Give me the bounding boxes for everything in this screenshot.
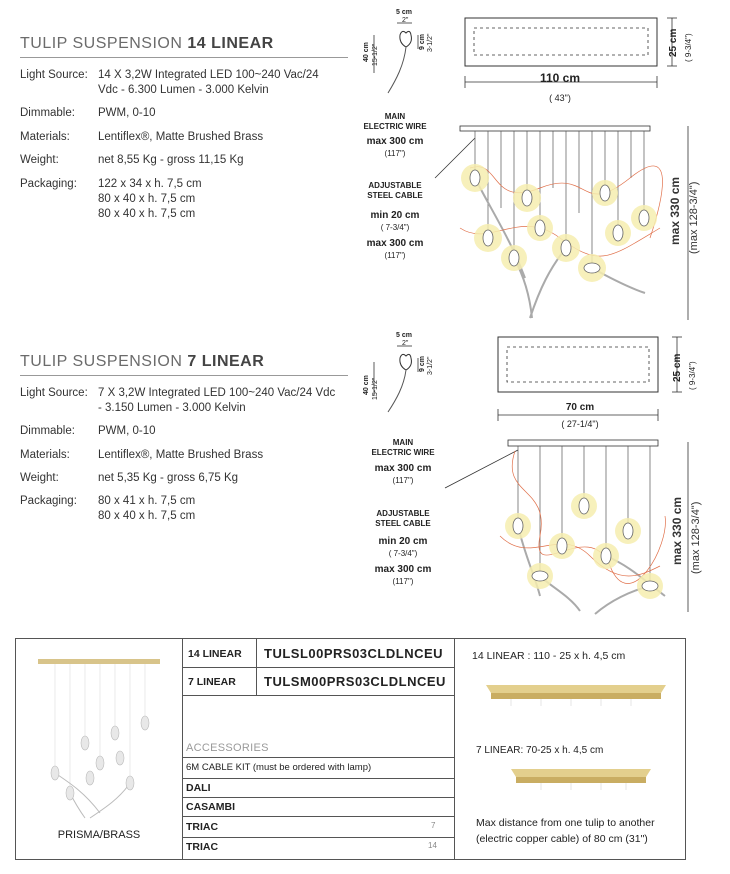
accessory-item: TRIAC — [186, 821, 219, 833]
canopy-width-in: ( 27-1/4") — [561, 419, 599, 429]
canopy-top-view-7 — [495, 335, 695, 430]
stem-length-in: 15-1/2" — [372, 377, 379, 400]
accessory-item: CASAMBI — [186, 801, 235, 813]
tulip-height-in: 3-1/2" — [427, 356, 434, 375]
canopy-depth-label: 25 cm — [672, 353, 683, 382]
title-bold: 7 LINEAR — [187, 353, 265, 370]
spec-key: Materials: — [20, 131, 70, 143]
stem-length-label: 40 cm — [363, 375, 370, 395]
spec-list — [20, 68, 360, 228]
tulip-height-label: 9 cm — [419, 356, 426, 372]
canopy-width-label: 70 cm — [565, 402, 595, 413]
steel-cable-label — [355, 181, 435, 201]
spec-list — [20, 386, 360, 526]
steel-cable-label — [363, 509, 443, 529]
tulip-width-in: 2" — [402, 17, 409, 24]
accessory-qty: 14 — [428, 841, 437, 850]
canopy-depth-in: ( 9-3/4") — [684, 33, 693, 62]
canopy-width-label: 110 cm — [539, 71, 581, 85]
title-rule — [20, 57, 348, 58]
tulip-width-label: 5 cm — [396, 9, 412, 16]
section-title — [20, 35, 274, 53]
spec-value: net 8,55 Kg - gross 11,15 Kg — [98, 154, 244, 166]
steel-min-in: ( 7-3/4") — [388, 549, 418, 558]
spec-value: 7 X 3,2W Integrated LED 100~240 Vac/24 Vdc — [98, 387, 336, 399]
spec-key: Materials: — [20, 449, 70, 461]
main-wire-label — [355, 112, 435, 132]
spec-value: Lentiflex®, Matte Brushed Brass — [98, 131, 264, 143]
canopy-width-in: ( 43") — [549, 93, 571, 103]
accessory-item: TRIAC — [186, 841, 219, 853]
spec-value: 80 x 40 x h. 7,5 cm — [98, 510, 196, 522]
total-height-label: max 330 cm — [670, 496, 684, 565]
row-divider — [182, 667, 454, 668]
accessories-heading: ACCESSORIES — [186, 742, 269, 754]
row-divider — [182, 837, 454, 838]
spec-value: 80 x 41 x h. 7,5 cm — [98, 495, 196, 507]
canopy-14-image — [481, 677, 671, 707]
tulip-width-label: 5 cm — [396, 332, 412, 339]
stem-length-label: 40 cm — [363, 42, 370, 62]
main-wire-max-in: (117") — [384, 149, 406, 158]
model-name: 7 LINEAR — [188, 676, 236, 688]
note-line: Max distance from one tulip to another — [476, 817, 655, 829]
title-rule — [20, 375, 348, 376]
accessory-item: 6M CABLE KIT (must be ordered with lamp) — [186, 762, 372, 773]
finish-label: PRISMA/BRASS — [57, 829, 141, 841]
accessory-qty: 7 — [431, 821, 436, 830]
spec-key: Light Source: — [20, 69, 88, 81]
steel-min: min 20 cm — [370, 210, 420, 221]
steel-max: max 300 cm — [374, 564, 432, 575]
canopy-7-dims: 7 LINEAR: 70-25 x h. 4,5 cm — [476, 745, 604, 756]
stem-length-in: 15-1/2" — [372, 43, 379, 66]
steel-cable-line: STEEL CABLE — [375, 519, 431, 528]
spec-key: Weight: — [20, 472, 59, 484]
spec-key: Weight: — [20, 154, 59, 166]
spec-key: Packaging: — [20, 178, 77, 190]
title-bold: 14 LINEAR — [187, 35, 274, 52]
spec-value: 14 X 3,2W Integrated LED 100~240 Vac/24 — [98, 69, 319, 81]
steel-max-in: (117") — [392, 577, 414, 586]
main-wire-line: MAIN — [384, 112, 406, 121]
steel-max: max 300 cm — [366, 238, 424, 249]
tulip-height-in: 3-1/2" — [427, 33, 434, 52]
steel-min: min 20 cm — [378, 536, 428, 547]
row-divider — [182, 816, 454, 817]
title-light: TULIP SUSPENSION — [20, 35, 183, 52]
spec-key: Dimmable: — [20, 425, 75, 437]
column-divider — [454, 639, 455, 859]
row-divider — [182, 797, 454, 798]
canopy-7-image — [506, 761, 656, 791]
spec-value: Lentiflex®, Matte Brushed Brass — [98, 449, 264, 461]
spec-value: PWM, 0-10 — [98, 107, 156, 119]
product-table — [15, 638, 686, 860]
product-code: TULSM00PRS03CLDLNCEU — [264, 674, 446, 689]
canopy-depth-label: 25 cm — [668, 28, 679, 57]
main-wire-line: MAIN — [392, 438, 414, 447]
tulip-width-in: 2" — [402, 340, 409, 347]
steel-cable-line: ADJUSTABLE — [368, 181, 422, 190]
spec-value: net 5,35 Kg - gross 6,75 Kg — [98, 472, 239, 484]
main-wire-max: max 300 cm — [374, 463, 432, 474]
main-wire-line: ELECTRIC WIRE — [363, 122, 427, 131]
distance-note — [476, 815, 655, 847]
row-divider — [182, 757, 454, 758]
spec-value: 80 x 40 x h. 7,5 cm — [98, 208, 196, 220]
row-divider — [182, 695, 454, 696]
spec-value: - 3.150 Lumen - 3.000 Kelvin — [98, 402, 246, 414]
spec-key: Light Source: — [20, 387, 88, 399]
canopy-depth-in: ( 9-3/4") — [688, 361, 697, 390]
tulip-height-label: 9 cm — [419, 34, 426, 50]
spec-value: PWM, 0-10 — [98, 425, 156, 437]
canopy-14-dims: 14 LINEAR : 110 - 25 x h. 4,5 cm — [472, 650, 626, 662]
main-wire-max: max 300 cm — [366, 136, 424, 147]
product-code: TULSL00PRS03CLDLNCEU — [264, 646, 444, 661]
spec-value: Vdc - 6.300 Lumen - 3.000 Kelvin — [98, 84, 269, 96]
spec-key: Dimmable: — [20, 107, 75, 119]
total-height-in: (max 128-3/4") — [690, 501, 702, 574]
spec-key: Packaging: — [20, 495, 77, 507]
main-wire-line: ELECTRIC WIRE — [371, 448, 435, 457]
lamp-drawing-7 — [440, 436, 680, 616]
spec-value: 80 x 40 x h. 7,5 cm — [98, 193, 196, 205]
steel-max-in: (117") — [384, 251, 406, 260]
model-name: 14 LINEAR — [188, 648, 242, 660]
row-divider — [182, 778, 454, 779]
spec-value: 122 x 34 x h. 7,5 cm — [98, 178, 202, 190]
accessory-item: DALI — [186, 782, 211, 794]
total-height-in: (max 128-3/4") — [688, 181, 700, 254]
steel-min-in: ( 7-3/4") — [380, 223, 410, 232]
main-wire-label — [363, 438, 443, 458]
total-height-label: max 330 cm — [668, 176, 682, 245]
title-light: TULIP SUSPENSION — [20, 353, 183, 370]
column-divider — [182, 639, 183, 859]
steel-cable-line: ADJUSTABLE — [376, 509, 430, 518]
lamp-drawing-14 — [430, 118, 680, 328]
product-photo — [30, 653, 170, 823]
main-wire-max-in: (117") — [392, 476, 414, 485]
section-title — [20, 353, 264, 371]
steel-cable-line: STEEL CABLE — [367, 191, 423, 200]
note-line: (electric copper cable) of 80 cm (31") — [476, 833, 648, 845]
